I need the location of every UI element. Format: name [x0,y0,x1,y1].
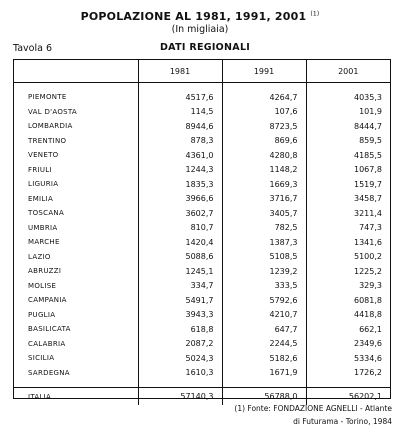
value-1991: 647,7 [222,322,306,337]
region-name: PUGLIA [28,310,56,319]
region-name: BASILICATA [28,325,71,334]
value-2001: 4035,3 [306,90,390,105]
spacer-cell [222,83,306,91]
column-header-2001: 2001 [306,60,390,83]
value-1991: 4210,7 [222,308,306,323]
table-row [14,163,390,178]
value-1981: 1245,1 [138,264,222,279]
table-row [14,351,390,366]
value-1981: 2087,2 [138,337,222,352]
value-1981: 114,5 [138,105,222,120]
table-row [14,119,390,134]
data-table-frame [13,59,391,399]
value-2001: 5100,2 [306,250,390,265]
value-1981: 1244,3 [138,163,222,178]
value-1981: 1835,3 [138,177,222,192]
value-2001: 1225,2 [306,264,390,279]
value-2001: 4185,5 [306,148,390,163]
value-2001: 1519,7 [306,177,390,192]
table-row [14,250,390,265]
spacer-cell [14,380,138,388]
spacer-row-bottom [14,380,390,388]
value-1991: 56788,0 [222,388,306,406]
spacer-cell [138,83,222,91]
value-1981: 810,7 [138,221,222,236]
spacer-row-top [14,83,390,91]
value-1991: 2244,5 [222,337,306,352]
region-name: TRENTINO [28,136,67,145]
region-name: FRIULI [28,165,52,174]
region-name: VENETO [28,151,59,160]
value-2001: 1726,2 [306,366,390,381]
table-row [14,90,390,105]
value-2001: 1341,6 [306,235,390,250]
region-name: EMILIA [28,194,54,203]
table-row [14,192,390,207]
value-2001: 747,3 [306,221,390,236]
region-name: UMBRIA [28,223,58,232]
title-text: POPOLAZIONE AL 1981, 1991, 2001 [80,10,307,23]
footnote-line-1: (1) Fonte: FONDAZIONE AGNELLI - Atlante [234,404,392,413]
value-2001: 329,3 [306,279,390,294]
value-2001: 6081,8 [306,293,390,308]
spacer-cell [138,380,222,388]
table-row [14,264,390,279]
footnote-line-2: di Futurama - Torino, 1984 [293,417,392,426]
region-name: SICILIA [28,354,55,363]
title-footnote-ref: (1) [310,10,320,18]
region-name: PIEMONTE [28,93,67,102]
value-1991: 1148,2 [222,163,306,178]
column-header-region [14,60,138,83]
spacer-cell [14,83,138,91]
page-title [0,10,400,23]
value-1981: 618,8 [138,322,222,337]
value-1991: 107,6 [222,105,306,120]
table-row [14,293,390,308]
region-name: VAL D'AOSTA [28,107,78,116]
value-1981: 334,7 [138,279,222,294]
table-row [14,148,390,163]
value-2001: 3458,7 [306,192,390,207]
value-1981: 3966,6 [138,192,222,207]
value-2001: 56202,1 [306,388,390,406]
value-1981: 4517,6 [138,90,222,105]
region-name: LIGURIA [28,180,59,189]
table-number: Tavola 6 [13,43,53,54]
region-name: MARCHE [28,238,60,247]
spacer-cell [306,380,390,388]
value-1991: 4264,7 [222,90,306,105]
value-2001: 3211,4 [306,206,390,221]
spacer-cell [222,380,306,388]
table-row [14,235,390,250]
value-2001: 5334,6 [306,351,390,366]
table-row [14,279,390,294]
table-row [14,134,390,149]
value-2001: 8444,7 [306,119,390,134]
column-header-1981: 1981 [138,60,222,83]
table-row [14,308,390,323]
value-2001: 4418,8 [306,308,390,323]
value-2001: 662,1 [306,322,390,337]
value-1991: 5108,5 [222,250,306,265]
table-row [14,177,390,192]
value-1981: 57140,3 [138,388,222,406]
table-row [14,105,390,120]
total-row [14,388,390,406]
value-1981: 1420,4 [138,235,222,250]
page-subtitle: (In migliaia) [171,24,229,35]
value-1981: 878,3 [138,134,222,149]
value-1991: 1239,2 [222,264,306,279]
value-2001: 1067,8 [306,163,390,178]
region-name: SARDEGNA [28,368,70,377]
region-name: LAZIO [28,252,51,261]
section-heading: DATI REGIONALI [160,42,251,53]
region-name: LOMBARDIA [28,122,73,131]
table-body [14,83,390,406]
region-name: CAMPANIA [28,296,67,305]
column-header-1991: 1991 [222,60,306,83]
table-row [14,322,390,337]
value-1991: 333,5 [222,279,306,294]
value-1991: 1669,3 [222,177,306,192]
value-1991: 8723,5 [222,119,306,134]
population-table [14,60,390,405]
value-1981: 4361,0 [138,148,222,163]
region-name: MOLISE [28,281,57,290]
value-2001: 101,9 [306,105,390,120]
table-row [14,366,390,381]
region-name: ITALIA [14,388,138,406]
table-row [14,221,390,236]
value-1981: 1610,3 [138,366,222,381]
value-1991: 869,6 [222,134,306,149]
value-1991: 1387,3 [222,235,306,250]
table-header-row [14,60,390,83]
value-1991: 3405,7 [222,206,306,221]
region-name: TOSCANA [28,209,65,218]
value-1991: 782,5 [222,221,306,236]
value-1991: 1671,9 [222,366,306,381]
value-1981: 5088,6 [138,250,222,265]
value-1991: 5792,6 [222,293,306,308]
value-1981: 3602,7 [138,206,222,221]
value-1981: 5491,7 [138,293,222,308]
spacer-cell [306,83,390,91]
value-2001: 2349,6 [306,337,390,352]
value-1991: 4280,8 [222,148,306,163]
table-row [14,206,390,221]
value-1981: 8944,6 [138,119,222,134]
region-name: ABRUZZI [28,267,62,276]
value-1981: 3943,3 [138,308,222,323]
value-1991: 5182,6 [222,351,306,366]
value-2001: 859,5 [306,134,390,149]
region-name: CALABRIA [28,339,66,348]
table-row [14,337,390,352]
value-1991: 3716,7 [222,192,306,207]
value-1981: 5024,3 [138,351,222,366]
